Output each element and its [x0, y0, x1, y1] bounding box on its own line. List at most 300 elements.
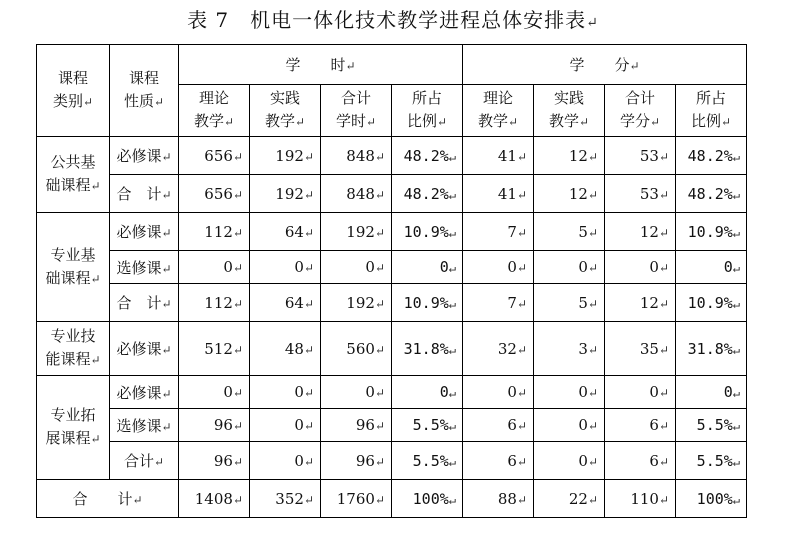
value-cell — [676, 442, 747, 480]
table-row — [37, 442, 747, 480]
return-mark: ↵ — [448, 419, 457, 433]
return-mark: ↵ — [90, 432, 101, 446]
nature-cell — [110, 442, 179, 480]
return-mark: ↵ — [161, 343, 172, 357]
total-value-cell — [534, 480, 605, 518]
category-label: 专业技 — [50, 327, 96, 345]
total-label: 合 计 — [72, 490, 133, 508]
header-category — [37, 45, 110, 137]
value-cell — [605, 442, 676, 480]
nature-cell — [110, 284, 179, 322]
cell-value: 96 — [355, 451, 375, 470]
column-header-label: 教学 — [264, 112, 295, 130]
nature-label: 必修课 — [116, 147, 162, 165]
value-cell — [179, 137, 250, 175]
value-cell — [534, 137, 605, 175]
return-mark: ↵ — [345, 59, 356, 73]
total-value-cell — [250, 480, 321, 518]
column-header-label: 理论 — [198, 89, 229, 107]
value-cell — [250, 284, 321, 322]
value-cell — [250, 442, 321, 480]
return-mark: ↵ — [303, 225, 314, 240]
return-mark: ↵ — [448, 296, 457, 311]
cell-value: 41 — [497, 146, 517, 165]
return-mark: ↵ — [223, 115, 235, 129]
cell-value: 7 — [507, 222, 517, 241]
header-credits-group — [463, 45, 747, 85]
total-row — [37, 480, 747, 518]
return-mark: ↵ — [232, 296, 243, 311]
return-mark: ↵ — [232, 386, 243, 400]
column-header-label: 合计 — [625, 89, 656, 107]
cell-value: 192 — [346, 222, 375, 241]
cell-value: 100% — [412, 489, 449, 508]
value-cell — [463, 137, 534, 175]
return-mark: ↵ — [587, 492, 599, 507]
cell-value: 5 — [578, 293, 588, 312]
return-mark: ↵ — [161, 419, 172, 434]
column-header-label: 实践 — [554, 89, 585, 107]
value-cell — [179, 284, 250, 322]
cell-value: 512 — [204, 339, 233, 358]
cell-value: 96 — [213, 451, 233, 470]
return-mark: ↵ — [374, 492, 385, 507]
cell-value: 5 — [578, 222, 588, 241]
return-mark: ↵ — [732, 454, 741, 469]
category-label: 专业基 — [50, 245, 96, 264]
cell-value: 0 — [578, 451, 588, 470]
cell-value: 848 — [346, 184, 375, 203]
column-header-label: 理论 — [483, 89, 514, 107]
category-cell — [37, 137, 110, 213]
return-mark: ↵ — [90, 353, 101, 367]
column-header-label: 比例 — [406, 112, 437, 130]
value-cell — [179, 175, 250, 213]
nature-label: 合 计 — [116, 294, 162, 312]
return-mark: ↵ — [153, 455, 165, 469]
header-row — [37, 45, 747, 85]
value-cell — [605, 376, 676, 409]
column-header-label: 实践 — [269, 89, 300, 107]
return-mark: ↵ — [132, 493, 143, 507]
value-cell — [250, 376, 321, 409]
cell-value: 100% — [696, 489, 733, 508]
return-mark: ↵ — [732, 492, 741, 507]
category-label: 专业拓 — [50, 406, 96, 424]
cell-value: 0 — [223, 258, 233, 276]
column-header-label: 教学 — [193, 112, 224, 130]
cell-value: 0 — [723, 258, 733, 276]
return-mark: ↵ — [232, 149, 243, 164]
value-cell — [179, 251, 250, 284]
value-cell — [179, 322, 250, 376]
column-header-label: 所占 — [412, 89, 443, 107]
cell-value: 0 — [294, 383, 304, 401]
return-mark: ↵ — [448, 149, 457, 164]
header-hours-group — [179, 45, 463, 85]
cell-value: 7 — [507, 293, 517, 312]
cell-value: 96 — [355, 416, 375, 434]
return-mark: ↵ — [658, 149, 670, 164]
cell-value: 48.2% — [403, 184, 449, 203]
cell-value: 10.9% — [687, 222, 733, 241]
category-label: 础课程 — [45, 268, 91, 287]
nature-cell — [110, 175, 179, 213]
value-cell — [534, 175, 605, 213]
cell-value: 10.9% — [403, 293, 449, 312]
total-value-cell — [179, 480, 250, 518]
return-mark: ↵ — [448, 261, 457, 275]
table-title-text: 表 7 机电一体化技术教学进程总体安排表 — [187, 8, 587, 32]
return-mark: ↵ — [82, 95, 94, 109]
table-title — [0, 4, 786, 33]
cell-value: 22 — [568, 489, 588, 508]
value-cell — [534, 409, 605, 442]
nature-label: 选修课 — [116, 258, 162, 277]
return-mark: ↵ — [294, 115, 306, 129]
return-mark: ↵ — [629, 59, 640, 73]
return-mark: ↵ — [516, 492, 528, 507]
cell-value: 6 — [649, 451, 659, 470]
return-mark: ↵ — [448, 454, 457, 469]
cell-value: 0 — [439, 258, 449, 276]
nature-label: 必修课 — [116, 383, 162, 402]
header-category-label: 课程 — [57, 69, 88, 87]
return-mark: ↵ — [732, 342, 741, 357]
return-mark: ↵ — [90, 271, 101, 286]
cell-value: 5.5% — [696, 451, 733, 470]
category-cell — [37, 376, 110, 480]
value-cell — [179, 409, 250, 442]
total-value-cell — [463, 480, 534, 518]
table-row — [37, 322, 747, 376]
return-mark: ↵ — [516, 454, 528, 469]
nature-label: 合计 — [123, 452, 154, 470]
column-header-label: 合计 — [340, 89, 371, 107]
return-mark: ↵ — [587, 225, 599, 240]
value-cell — [534, 251, 605, 284]
return-mark: ↵ — [232, 454, 243, 469]
return-mark: ↵ — [732, 261, 741, 275]
value-cell — [605, 175, 676, 213]
return-mark: ↵ — [374, 386, 385, 400]
nature-cell — [110, 137, 179, 175]
return-mark: ↵ — [374, 342, 385, 357]
cell-value: 96 — [213, 416, 233, 434]
header-credits-col — [605, 85, 676, 137]
cell-value: 10.9% — [687, 293, 733, 312]
table-row — [37, 284, 747, 322]
return-mark: ↵ — [732, 149, 741, 164]
return-mark: ↵ — [587, 261, 599, 275]
nature-label: 选修课 — [116, 416, 162, 435]
return-mark: ↵ — [658, 386, 670, 400]
cell-value: 0 — [439, 383, 449, 401]
cell-value: 0 — [578, 383, 588, 401]
cell-value: 0 — [723, 383, 733, 401]
cell-value: 32 — [497, 339, 517, 358]
total-value-cell — [676, 480, 747, 518]
return-mark: ↵ — [232, 492, 243, 507]
return-mark: ↵ — [587, 187, 599, 202]
cell-value: 6 — [649, 416, 659, 434]
value-cell — [392, 137, 463, 175]
category-label: 公共基 — [50, 153, 96, 171]
value-cell — [676, 284, 747, 322]
return-mark: ↵ — [658, 419, 670, 433]
header-nature — [110, 45, 179, 137]
cell-value: 0 — [294, 451, 304, 470]
header-nature-label: 性质 — [123, 92, 154, 110]
value-cell — [321, 213, 392, 251]
cell-value: 560 — [346, 339, 375, 358]
return-mark: ↵ — [516, 187, 528, 202]
cell-value: 110 — [630, 489, 659, 508]
return-mark: ↵ — [448, 225, 457, 240]
header-credits-col — [463, 85, 534, 137]
value-cell — [321, 442, 392, 480]
column-header-label: 比例 — [690, 112, 721, 130]
return-mark: ↵ — [448, 187, 457, 202]
cell-value: 0 — [649, 383, 659, 401]
nature-label: 合 计 — [116, 185, 162, 203]
header-credits-col — [676, 85, 747, 137]
total-value-cell — [605, 480, 676, 518]
return-mark: ↵ — [516, 296, 528, 311]
return-mark: ↵ — [365, 115, 377, 129]
value-cell — [250, 175, 321, 213]
cell-value: 48.2% — [687, 184, 733, 203]
return-mark: ↵ — [303, 149, 314, 164]
return-mark: ↵ — [587, 386, 599, 400]
cell-value: 53 — [639, 184, 659, 203]
value-cell — [179, 213, 250, 251]
return-mark: ↵ — [303, 386, 314, 400]
return-mark: ↵ — [303, 492, 314, 507]
table-row — [37, 137, 747, 175]
cell-value: 35 — [639, 339, 659, 358]
nature-cell — [110, 376, 179, 409]
return-mark: ↵ — [658, 492, 670, 507]
value-cell — [321, 284, 392, 322]
cell-value: 5.5% — [696, 416, 733, 434]
value-cell — [534, 442, 605, 480]
return-mark: ↵ — [303, 454, 314, 469]
value-cell — [321, 409, 392, 442]
return-mark: ↵ — [587, 296, 599, 311]
cell-value: 848 — [346, 146, 375, 165]
value-cell — [676, 213, 747, 251]
value-cell — [534, 322, 605, 376]
return-mark: ↵ — [732, 296, 741, 311]
return-mark: ↵ — [161, 226, 172, 240]
value-cell — [250, 322, 321, 376]
return-mark: ↵ — [732, 419, 741, 433]
cell-value: 10.9% — [403, 222, 449, 241]
value-cell — [463, 409, 534, 442]
cell-value: 0 — [578, 258, 588, 276]
value-cell — [605, 409, 676, 442]
return-mark: ↵ — [658, 187, 670, 202]
return-mark: ↵ — [448, 342, 457, 357]
return-mark: ↵ — [232, 419, 243, 433]
header-nature-label: 课程 — [128, 69, 159, 87]
cell-value: 64 — [284, 222, 304, 241]
return-mark: ↵ — [448, 386, 457, 400]
return-mark: ↵ — [516, 386, 528, 400]
header-hours-col — [179, 85, 250, 137]
nature-cell — [110, 322, 179, 376]
cell-value: 0 — [365, 383, 375, 401]
return-mark: ↵ — [161, 297, 172, 311]
return-mark: ↵ — [649, 115, 661, 129]
cell-value: 0 — [649, 258, 659, 276]
column-header-label: 学时 — [335, 112, 366, 130]
cell-value: 12 — [568, 184, 588, 203]
value-cell — [463, 284, 534, 322]
cell-value: 0 — [507, 383, 517, 401]
value-cell — [676, 251, 747, 284]
return-mark: ↵ — [374, 261, 385, 275]
value-cell — [321, 376, 392, 409]
value-cell — [605, 322, 676, 376]
category-cell — [37, 213, 110, 322]
cell-value: 192 — [275, 184, 304, 203]
return-mark: ↵ — [374, 454, 385, 469]
value-cell — [392, 409, 463, 442]
return-mark: ↵ — [721, 115, 732, 129]
return-mark: ↵ — [374, 296, 385, 311]
total-value-cell — [321, 480, 392, 518]
cell-value: 112 — [204, 222, 233, 241]
return-mark: ↵ — [303, 261, 314, 275]
return-mark: ↵ — [161, 261, 172, 276]
table-row — [37, 213, 747, 251]
value-cell — [463, 213, 534, 251]
hours-group-label: 学 时 — [285, 56, 346, 74]
return-mark: ↵ — [436, 115, 448, 129]
value-cell — [392, 251, 463, 284]
nature-cell — [110, 409, 179, 442]
cell-value: 31.8% — [403, 339, 449, 358]
cell-value: 64 — [284, 293, 304, 312]
return-mark: ↵ — [232, 261, 243, 275]
cell-value: 6 — [507, 451, 517, 470]
header-hours-col — [250, 85, 321, 137]
header-credits-col — [534, 85, 605, 137]
cell-value: 0 — [294, 416, 304, 434]
nature-label: 必修课 — [116, 340, 162, 358]
value-cell — [250, 137, 321, 175]
return-mark: ↵ — [732, 386, 741, 400]
category-cell — [37, 322, 110, 376]
cell-value: 0 — [578, 416, 588, 434]
value-cell — [534, 376, 605, 409]
value-cell — [534, 213, 605, 251]
value-cell — [392, 442, 463, 480]
credits-group-label: 学 分 — [569, 56, 630, 74]
return-mark: ↵ — [232, 187, 243, 202]
return-mark: ↵ — [507, 115, 519, 129]
return-mark: ↵ — [658, 296, 670, 311]
cell-value: 656 — [204, 146, 233, 165]
return-mark: ↵ — [90, 179, 101, 193]
column-header-label: 所占 — [696, 89, 727, 107]
nature-cell — [110, 251, 179, 284]
value-cell — [250, 251, 321, 284]
value-cell — [392, 322, 463, 376]
cell-value: 48.2% — [687, 146, 733, 165]
return-mark: ↵ — [516, 342, 528, 357]
cell-value: 31.8% — [687, 339, 733, 358]
value-cell — [179, 442, 250, 480]
value-cell — [321, 322, 392, 376]
header-category-label: 类别 — [52, 92, 83, 110]
category-label: 展课程 — [45, 429, 91, 447]
value-cell — [321, 251, 392, 284]
cell-value: 5.5% — [412, 451, 449, 470]
cell-value: 88 — [497, 489, 517, 508]
return-mark: ↵ — [374, 187, 385, 202]
return-mark: ↵ — [303, 187, 314, 202]
cell-value: 1760 — [336, 489, 375, 508]
value-cell — [676, 322, 747, 376]
value-cell — [392, 284, 463, 322]
return-mark: ↵ — [161, 386, 172, 401]
return-mark: ↵ — [516, 261, 528, 275]
table-row — [37, 251, 747, 284]
value-cell — [676, 175, 747, 213]
return-mark: ↵ — [586, 15, 599, 31]
cell-value: 192 — [275, 146, 304, 165]
return-mark: ↵ — [232, 225, 243, 240]
value-cell — [392, 175, 463, 213]
column-header-label: 学分 — [619, 112, 650, 130]
table-row — [37, 409, 747, 442]
value-cell — [463, 251, 534, 284]
return-mark: ↵ — [578, 115, 590, 129]
total-label-cell — [37, 480, 179, 518]
value-cell — [250, 213, 321, 251]
return-mark: ↵ — [161, 150, 172, 164]
cell-value: 0 — [365, 258, 375, 276]
return-mark: ↵ — [587, 342, 599, 357]
value-cell — [605, 213, 676, 251]
cell-value: 53 — [639, 146, 659, 165]
return-mark: ↵ — [303, 342, 314, 357]
cell-value: 0 — [507, 258, 517, 276]
value-cell — [463, 376, 534, 409]
value-cell — [605, 137, 676, 175]
return-mark: ↵ — [374, 419, 385, 433]
value-cell — [463, 322, 534, 376]
return-mark: ↵ — [732, 225, 741, 240]
value-cell — [605, 251, 676, 284]
cell-value: 48.2% — [403, 146, 449, 165]
column-header-label: 教学 — [477, 112, 508, 130]
value-cell — [392, 376, 463, 409]
cell-value: 41 — [497, 184, 517, 203]
value-cell — [676, 409, 747, 442]
return-mark: ↵ — [658, 225, 670, 240]
return-mark: ↵ — [658, 342, 670, 357]
cell-value: 12 — [568, 146, 588, 165]
schedule-table — [36, 44, 747, 518]
value-cell — [676, 376, 747, 409]
value-cell — [179, 376, 250, 409]
cell-value: 352 — [275, 489, 304, 508]
value-cell — [463, 442, 534, 480]
